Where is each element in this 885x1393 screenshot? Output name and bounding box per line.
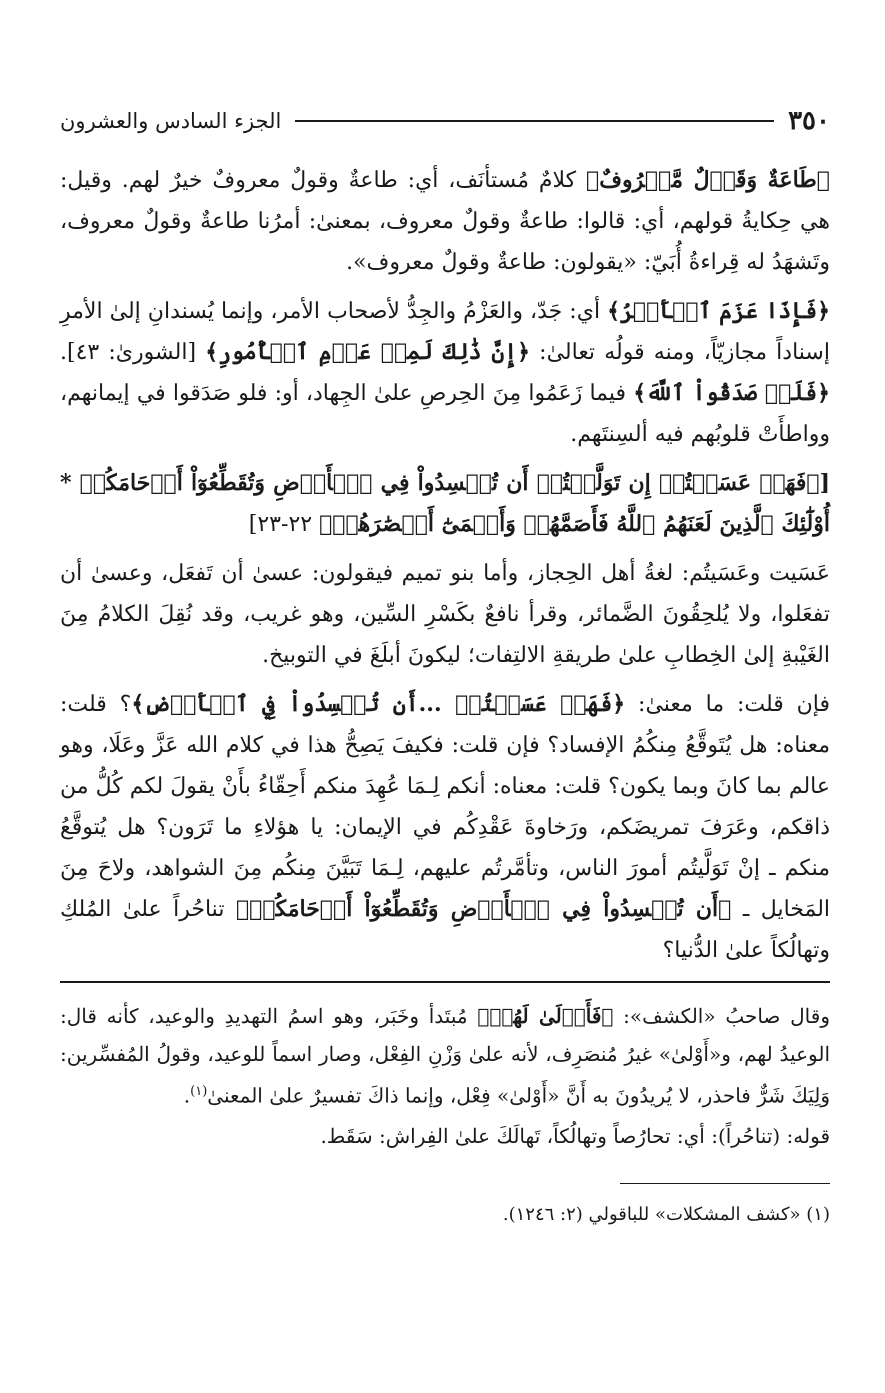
- page-number: ٣٥٠: [788, 106, 830, 136]
- quran-quote: ﴿فَأَوۡلَىٰ لَهُمۡ﴾: [477, 1004, 614, 1028]
- quran-quote: ﴿فَهَلۡ عَسَيۡتُمۡ ...أَن تُفۡسِدُواْ فِي ٱلۡأَرۡضِ﴾: [131, 691, 626, 717]
- main-paragraph-4: [60, 684, 830, 971]
- verse-numbers: ٢٢-٢٣]: [248, 512, 320, 537]
- commentary-text: ؟ قلت: معناه: هل يُتَوقَّعُ مِنكُمُ الإفساد؟ فإن قلت: فكيفَ يَصِحُّ هذا في كلام الله عَزَّ وعَلَا، وهو عالم بما كانَ وبما يكون؟ قلت: معناه: أنكم لِـمَا عُهِدَ منكم أَحِقّاءُ بأَنْ يقولَ لكم كُلُّ من ذاقكم، وعَرَفَ تمريضَكم، ورَخاوةَ عَقْدِكُم في الإيمان: يا هؤلاءِ ما تَرَون؟ هل يُتوقَّعُ منكم ـ إنْ تَوَلَّيتُم أمورَ الناس، وتأمَّرتُم عليهم، لِـمَا تَبَيَّنَ مِنكُم مِنَ الشواهد، ولاحَ مِنَ المَخايل ـ: [60, 692, 831, 922]
- book-page: [60, 100, 830, 1230]
- verse-reference: [الشورىٰ: ٤٣].: [60, 340, 206, 365]
- running-title: الجزء السادس والعشرون: [60, 109, 282, 133]
- note-text: وقال صاحبُ «الكشف»:: [613, 1004, 830, 1028]
- footnote: [60, 1200, 830, 1230]
- commentary-text: تناحُراً علىٰ المُلكِ وتهالُكاً علىٰ الدُّنيا؟: [60, 897, 830, 963]
- commentary-text: فيما زَعَمُوا مِنَ الحِرصِ علىٰ الجِهاد، أو: فلو صَدَقوا في إيمانهم، وواطأَتْ قلوبُهم فيه ألسِنتَهم.: [60, 381, 830, 447]
- commentary-text: أي: جَدّ، والعَزْمُ والجِدُّ لأصحاب الأمر، وإنما يُسندانِ إلىٰ الأمرِ إسناداً مجازيّاً، ومنه قولُه تعالىٰ:: [60, 299, 830, 365]
- commentary-text: كلامٌ مُستأنَف، أي: طاعةٌ وقولٌ معروفٌ خيرٌ لهم. وقيل: هي حِكايةُ قولهم، أي: قالوا: طاعةٌ وقولٌ معروف، بمعنىٰ: أمرُنا طاعةٌ وقولٌ معروف، وتَشهَدُ له قِراءةُ أُبَيّ: «يقولون: طاعةٌ وقولٌ معروف».: [60, 168, 830, 275]
- quran-quote: ﴿فَلَوۡ صَدَقُواْ ٱللَّهَ﴾: [633, 380, 830, 406]
- quran-quote: ﴿أَن تُفۡسِدُواْ فِي ٱلۡأَرۡضِ وَتُقَطِّعُوٓاْ أَرۡحَامَكُمۡ﴾: [235, 896, 732, 922]
- quran-verses: [﴿فَهَلۡ عَسَيۡتُمۡ إِن تَوَلَّيۡتُمۡ أَن تُفۡسِدُواْ فِي ٱلۡأَرۡضِ وَتُقَطِّعُوٓاْ أَرۡحَامَكُمۡ * أُوْلَٰٓئِكَ ٱلَّذِينَ لَعَنَهُمُ ٱللَّهُ فَأَصَمَّهُمۡ وَأَعۡمَىٰٓ أَبۡصَٰرَهُمۡ﴾: [60, 470, 830, 537]
- section-divider: [60, 981, 830, 983]
- note-text: قوله: (تناحُراً): أي: تحارُصاً وتهالُكاً، تَهالَكَ علىٰ الفِراش: سَقَط.: [320, 1123, 830, 1148]
- footnote-text: (١) «كشف المشكلات» للباقولي (٢: ١٢٤٦).: [502, 1203, 830, 1225]
- footnote-marker: (١): [190, 1084, 208, 1099]
- page-header: [60, 100, 830, 142]
- note-text: مُبتَدأ وخَبَر، وهو اسمُ التهديدِ والوعيد، كأنه قال: الوعيدُ لهم، و«أَوْلىٰ» غيرُ مُنصَرِف، لأنه علىٰ وَزْنِ الفِعْل، وصار اسماً للوعيد، وقولُ المُفسِّرين: وَلِيَكَ شَرٌّ فاحذر، لا يُريدُونَ به أَنَّ «أَوْلىٰ» فِعْل، وإنما ذاكَ تفسيرٌ علىٰ المعنىٰ: [60, 1004, 830, 1108]
- verse-block: [60, 463, 830, 545]
- main-paragraph-2: [60, 291, 830, 455]
- note-paragraph-2: [60, 1117, 830, 1155]
- quran-quote: ﴿إِنَّ ذَٰلِكَ لَمِنۡ عَزۡمِ ٱلۡأُمُورِ﴾: [205, 339, 530, 365]
- quran-quote: ﴿طَاعَةٌ وَقَوۡلٌ مَّعۡرُوفٌ﴾: [586, 167, 830, 193]
- commentary-text: فإن قلت: ما معنىٰ:: [625, 692, 831, 717]
- note-paragraph-1: [60, 997, 830, 1115]
- main-paragraph-1: [60, 160, 830, 283]
- main-paragraph-3: [60, 553, 830, 676]
- note-text: .: [183, 1083, 191, 1108]
- footnote-divider: [620, 1183, 830, 1184]
- commentary-text: عَسَيت وعَسَيتُم: لغةُ أهل الحِجاز، وأما بنو تميم فيقولون: عسىٰ أن تَفعَل، وعسىٰ أن تفعَلوا، ولا يُلحِقُونَ الضَّمائر، وقرأ نافعٌ بكَسْرِ السِّين، وهو غريب، وقد نُقِلَ الكلامُ مِنَ الغَيْبةِ إلىٰ الخِطابِ علىٰ طريقةِ الالتِفات؛ ليكونَ أبلَغَ في التوبيخ.: [60, 561, 830, 668]
- header-rule: [295, 120, 774, 122]
- quran-quote: ﴿فَإِذَا عَزَمَ ٱلۡأَمۡرُ﴾: [607, 298, 830, 324]
